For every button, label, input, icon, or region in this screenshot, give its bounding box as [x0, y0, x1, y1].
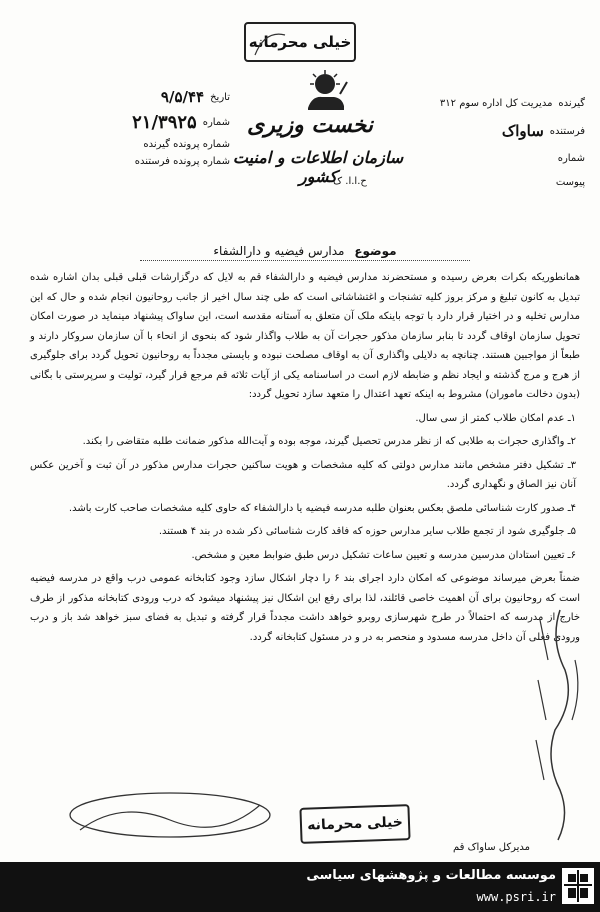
institute-url: www.psri.ir [476, 890, 556, 904]
date-label: تاریخ [210, 91, 230, 103]
bottom-stamp-text: خیلی محرمانه [306, 814, 404, 834]
bottom-secret-stamp [299, 804, 410, 844]
org-name-primary: نخست وزیری [247, 112, 373, 138]
date-row [60, 88, 230, 106]
list-item-5: ۵ـ جلوگیری شود از تجمع طلاب سایر مدارس حوزه که فاقد کارت شناسائی ذکر شده در بند ۴ هستند. [158, 526, 576, 537]
receiver-file-row [60, 139, 230, 150]
institute-name: موسسه مطالعات و پژوهشهای سیاسی [306, 868, 556, 883]
meta-left-block [60, 88, 230, 173]
sender-label: فرستنده [549, 125, 585, 137]
signature-title: مدیرکل ساواک قم [452, 842, 530, 853]
ref-row [370, 153, 585, 164]
ref-label: شماره [557, 153, 585, 164]
list-item-6: ۶ـ تعیین استادان مدرسین مدرسه و تعیین ساعات تشکیل درس طبق ضوابط معین و مشخص. [191, 549, 576, 561]
body-paragraph-1: همانطوریکه بکرات بعرض رسیده و مستحضرند مدارس فیضیه و دارالشفاء قم به لایل که درگزارشات قبلی قبلی بدان اشاره شده تبدیل به کانون تبلیغ و مرکز بروز کلیه تشنجات و اغتشاشاتی است که طی چند سال اخیر از جانب روحانیون انجام شده و حال که این مدارس تخلیه و در اختیار قرار دارد با توجه باینکه ملک آن متعلق به آستانه مقدسه است، این ساواک پیشنهاد مینماید در صورت امکان تحویل سازمان اوقاف گردد تا بنابر سازمان مذکور حجرات آن به طلاب واگذار شود که بنحوی از انحاء با آن سازمان سروکار دارند و طبعاً از مواجبین هستند. چنانچه به دلایلی واگذاری آن به اوقاف مصلحت نبوده و بایستی مجدداً به روحانیون تحویل گردد برای جلوگیری از هرج و مرج گذشته و ایجاد نظم و ضابطه لازم است در اساسنامه یکی از آیات ثلاثه قم مرجع قرار گیرد، تولیت و سرپرستی با بگانی (بدون دخالت ماموران) مشروط به اینکه تعهد اعتدال را متعهد سازد تحویل گردد: [30, 272, 580, 400]
attachment-row [370, 177, 585, 188]
number-label: شماره [202, 117, 230, 128]
letter-body [30, 268, 580, 651]
recipient-row [370, 98, 585, 109]
org-code: ح.ا.ا. ک [333, 176, 367, 187]
list-item-2: ۲ـ واگذاری حجرات به طلابی که از نظر مدرس تحصیل گیرند، موجه بوده و آیت‌الله مذکور ضمانت طلبه متقاضی را بکند. [82, 436, 576, 447]
sender-value: ساواک [501, 122, 544, 140]
lion-sun-emblem-icon [300, 70, 350, 112]
margin-handwriting-scribble [520, 600, 590, 850]
number-row [60, 112, 230, 133]
recipient-value: مدیریت کل اداره سوم ۳۱۲ [439, 98, 553, 109]
recipient-label: گیرنده [558, 98, 585, 109]
date-value: ۹/۵/۴۴ [160, 88, 205, 106]
meta-right-block [370, 98, 585, 201]
list-item-1: ۱ـ عدم امکان طلاب کمتر از سی سال. [415, 412, 576, 424]
receiver-file-label: شماره پرونده گیرنده [143, 139, 230, 150]
subject-line [140, 244, 470, 261]
subject-text: مدارس فیضیه و دارالشفاء [213, 244, 345, 258]
sender-row [370, 122, 585, 140]
number-value: ۲۱/۳۹۲۵ [132, 112, 197, 133]
body-paragraph-2: ضمناً بعرض میرساند موضوعی که امکان دارد اجرای بند ۶ را دچار اشکال سازد وجود کتابخانه عمومی درب واقع در مدرسه فیضیه است که روحانیون برای آن اهمیت خاصی قائلند، لذا برای رفع این اشکال نیز پیشنهاد میشود که درب ورودی کتابخانه مذکور از طرف خارج از مدرسه که احتمالاً در طرح شهرسازی روبرو خواهد داشت مجدداً قرار گرفته و تبدیل به فضای سبز خواهد شد باز و درب ورودی فعلی آن داخل مدرسه مسدود و منحصر به در و در مسئول کتابخانه گردد. [30, 573, 580, 643]
sender-file-row [60, 156, 230, 167]
stamp-corner-scribble [250, 25, 290, 61]
institute-logo-icon [562, 868, 594, 904]
footer-bar [0, 862, 600, 912]
list-item-4: ۴ـ صدور کارت شناسائی ملصق بعکس بعنوان طلبه مدرسه فیضیه یا دارالشفاء که حاوی کلیه مشخصات صاحب کارت باشد. [68, 502, 576, 514]
org-name-secondary: سازمان اطلاعات و امنیت کشور [232, 148, 404, 186]
attachment-label: پیوست [555, 177, 585, 188]
subject-label: موضوع [354, 244, 397, 258]
list-item-3: ۳ـ تشکیل دفتر مشخص مانند مدارس دولتی که کلیه مشخصات و هویت ساکنین حجرات مدارس مذکور در آن ثبت و آخرین عکس آنان نیز الصاق و نگهداری گردد. [30, 459, 576, 490]
sender-file-label: شماره پرونده فرستنده [134, 156, 230, 167]
signature-loop-scribble [60, 780, 280, 850]
top-stamp-text: خیلی محرمانه [248, 33, 352, 51]
